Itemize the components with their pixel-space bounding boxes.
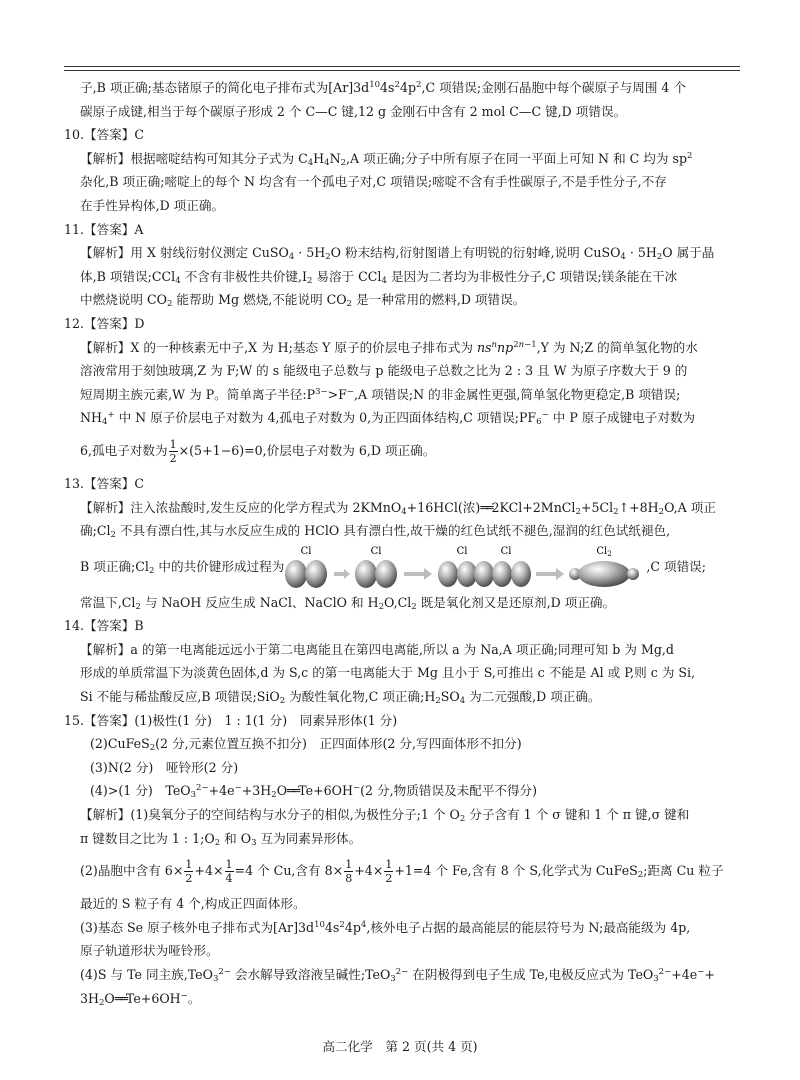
cl-p-orbital-left-stage1: [285, 560, 327, 588]
q12-analysis-line1: 【解析】X 的一种核素无中子,X 为 H;基态 Y 原子的价层电子排布式为 $ns^nnp^{2n-1},Y$ 为 N;Z 的简单氢化物的水: [80, 339, 698, 355]
arrow-icon: [334, 569, 350, 579]
q14-analysis-line3: Si 不能与稀盐酸反应,B 项错误;SiO$_2$ 为酸性氧化物,C 项正确$;H_2SO_4$ 为二元强酸,D 项正确。: [80, 689, 601, 707]
orbital-label-cl2: $Cl_2$: [596, 546, 612, 559]
q15-analysis-line3: (2)晶胞中含有 6× $\frac{1}{2}$ +4× $\frac{1}{4}$ =4 个 Cu,含有 8× $\frac{1}{8}$ +4× $\frac{1}{2}$ +1=4 个 Fe,含有 8 个 S,化学式为 CuFeS$_2$;距离 Cu 粒子: [80, 858, 724, 886]
q12-analysis-line5: 6,孤电子对数为 $\frac{1}{2}$ ×(5+1−6)=0,价层电子对数为 6,D 项正确。: [80, 437, 436, 465]
fraction-one-half: $\frac{1}{2}$: [185, 858, 193, 886]
q10-analysis-line2: 杂化,B 项正确;嘧啶上的每个 N 均含有一个孤电子对,C 项错误;嘧啶不含有手性碳原子,不是手性分子,不存: [80, 174, 667, 190]
q14-answer: 14.【答案】B: [64, 618, 144, 634]
q11-analysis-line1: 【解析】用 X 射线衍射仪测定 CuSO$_4$ · $5H_2O$ 粉末结构,衍射图谱上有明锐的衍射峰,说明 CuSO$_4$ · $5H_2O$ 属于晶: [80, 245, 715, 263]
orbital-label-cl-d: Cl: [500, 546, 512, 558]
q15-answer-part1: 15.【答案】(1)极性(1 分) 1 : 1(1 分) 同素异形体(1 分): [64, 712, 398, 728]
cl-p-orbitals-approaching: [438, 561, 531, 587]
q11-answer: 11.【答案】A: [64, 221, 144, 237]
orbital-label-cl-a: Cl: [300, 546, 312, 558]
q12-analysis-line4: $NH_4^+$ 中 N 原子价层电子对数为 4,孤电子对数为 0,为正四面体结构,C 项错误$;PF_6^-$ 中 P 原子成键电子对数为: [80, 410, 696, 428]
arrow-icon: [404, 568, 432, 580]
q15-answer-part3: (3)N(2 分) 哑铃形(2 分): [90, 759, 239, 775]
q14-analysis-line1: 【解析】a 的第一电离能远远小于第二电离能且在第四电离能,所以 a 为 Na,A 项正确;同理可知 b 为 Mg,d: [80, 641, 674, 657]
q12-analysis-line2: 溶液常用于刻蚀玻璃,Z 为 F;W 的 s 能级电子总数与 p 能级电子总数之比为 2 : 3 且 W 为原子序数大于 9 的: [80, 363, 688, 379]
arrow-icon: [536, 568, 564, 580]
q9-continuation-line2: 碳原子成键,相当于每个碳原子形成 2 个 C—C 键,12 g 金刚石中含有 2 mol C—C 键,D 项错误。: [80, 103, 627, 119]
q11-analysis-line2: 体,B 项错误;CCl$_4$ 不含有非极性共价键$,I_2$ 易溶于 CCl$_4$ 是因为二者均为非极性分子,C 项错误;镁条能在干冰: [80, 268, 678, 286]
fraction-one-half: $\frac{1}{2}$: [169, 437, 177, 465]
orbital-label-cl-c: Cl: [456, 546, 468, 558]
cl-p-orbital-right-stage1: [355, 560, 397, 588]
q15-analysis-line5: (3)基态 Se 原子核外电子排布式为$[Ar]3d^{10}4s^24p^4$,核外电子占据的最高能层的能层符号为 N;最高能级为 4p,: [80, 919, 691, 935]
header-rule-thin: [64, 70, 740, 71]
q9-continuation-line1: 子,B 项正确;基态锗原子的简化电子排布式为$[Ar]3d^{10}4s^24p^2,C$ 项错误;金刚石晶胞中每个碳原子与周围 4 个: [80, 80, 687, 95]
q15-analysis-line2: π 键数目之比为 1 : $1;O_2$ 和 $O_3$ 互为同素异形体。: [80, 830, 362, 848]
q12-answer: 12.【答案】D: [64, 315, 145, 331]
q15-analysis-line1: 【解析】(1)臭氧分子的空间结构与水分子的相似,为极性分子;1 个 $O_2$ 分子含有 1 个 σ 键和 1 个 π 键,σ 键和: [80, 807, 690, 825]
q13-analysis-line4: 常温下$,Cl_2$ 与 NaOH 反应生成 NaCl、NaClO 和 $H_2O,Cl_2$ 既是氧化剂又是还原剂,D 项正确。: [80, 594, 616, 612]
q14-analysis-line2: 形成的单质常温下为淡黄色固体,d 为 S,c 的第一电离能大于 Mg 且小于 S,可推出 c 不能是 Al 或 P,则 c 为 Si,: [80, 665, 696, 681]
cl2-bond-orbital-diagram: [284, 543, 646, 591]
q11-analysis-line3: 中燃烧说明 $CO_2$ 能帮助 Mg 燃烧,不能说明 $CO_2$ 是一种常用的燃料,D 项错误。: [80, 292, 526, 310]
q15-answer-part4: (4)>(1 分) $TeO_3^{2-}+4e^-+3H_2O══Te+6OH^-(2$ 分,物质错误及未配平不得分): [90, 783, 538, 801]
q13-analysis-line1: 【解析】注入浓盐酸时,发生反应的化学方程式为 2KMnO$_4$+16HCl(浓)$══2KCl+2MnCl_2+5Cl_2↑+8H_2O,A$ 项正: [80, 499, 716, 517]
q10-analysis-line1: 【解析】根据嘧啶结构可知其分子式为 $C_4H_4N_2,A$ 项正确;分子中所有原子在同一平面上可知 N 和 C 均为 $sp^2$: [80, 150, 693, 168]
q12-analysis-line3: 短周期主族元素,W 为 P。简单离子半径$:P^{3-}>F^-,A$ 项错误;N 的非金属性更强,简单氢化物更稳定,B 项错误;: [80, 386, 681, 402]
q13-analysis-line3: B 项正确$;Cl_2$ 中的共价键形成过程为 Cl Cl Cl Cl $Cl_2$ ,C 项错误;: [64, 543, 740, 591]
q10-answer: 10.【答案】C: [64, 127, 145, 143]
fraction-one-quarter: $\frac{1}{4}$: [225, 858, 233, 886]
q15-analysis-line4: 最近的 S 粒子有 4 个,构成正四面体形。: [80, 896, 306, 912]
q15-analysis-line8: $3H_2O══Te+6OH^-$。: [80, 990, 201, 1008]
q13-answer: 13.【答案】C: [64, 475, 145, 491]
q15-answer-part2: (2)CuFeS$_2$(2 分,元素位置互换不扣分) 正四面体形(2 分,写四面体形不扣分): [90, 736, 522, 754]
q15-analysis-line6: 原子轨道形状为哑铃形。: [80, 943, 219, 959]
q15-analysis-line7: (4)S 与 Te 同主族,TeO$_3^{2-}$ 会水解导致溶液呈碱性;TeO$_3^{2-}$ 在阴极得到电子生成 Te,电极反应式为 TeO$_3^{2-}$+4e−+: [80, 967, 715, 984]
answer-content: [64, 76, 740, 1010]
page-footer: 高二化学 第 2 页(共 4 页): [322, 1039, 478, 1054]
orbital-label-cl-b: Cl: [370, 546, 382, 558]
cl2-sigma-bond-orbital: [569, 561, 639, 587]
fraction-one-half: $\frac{1}{2}$: [385, 858, 393, 886]
q10-analysis-line3: 在手性异构体,D 项正确。: [80, 197, 225, 213]
fraction-one-eighth: $\frac{1}{8}$: [345, 858, 353, 886]
header-rule-thick: [64, 66, 740, 67]
q13-analysis-line2: 确$;Cl_2$ 不具有漂白性,其与水反应生成的 HClO 具有漂白性,故干燥的红色试纸不褪色,湿润的红色试纸褪色,: [80, 523, 671, 541]
